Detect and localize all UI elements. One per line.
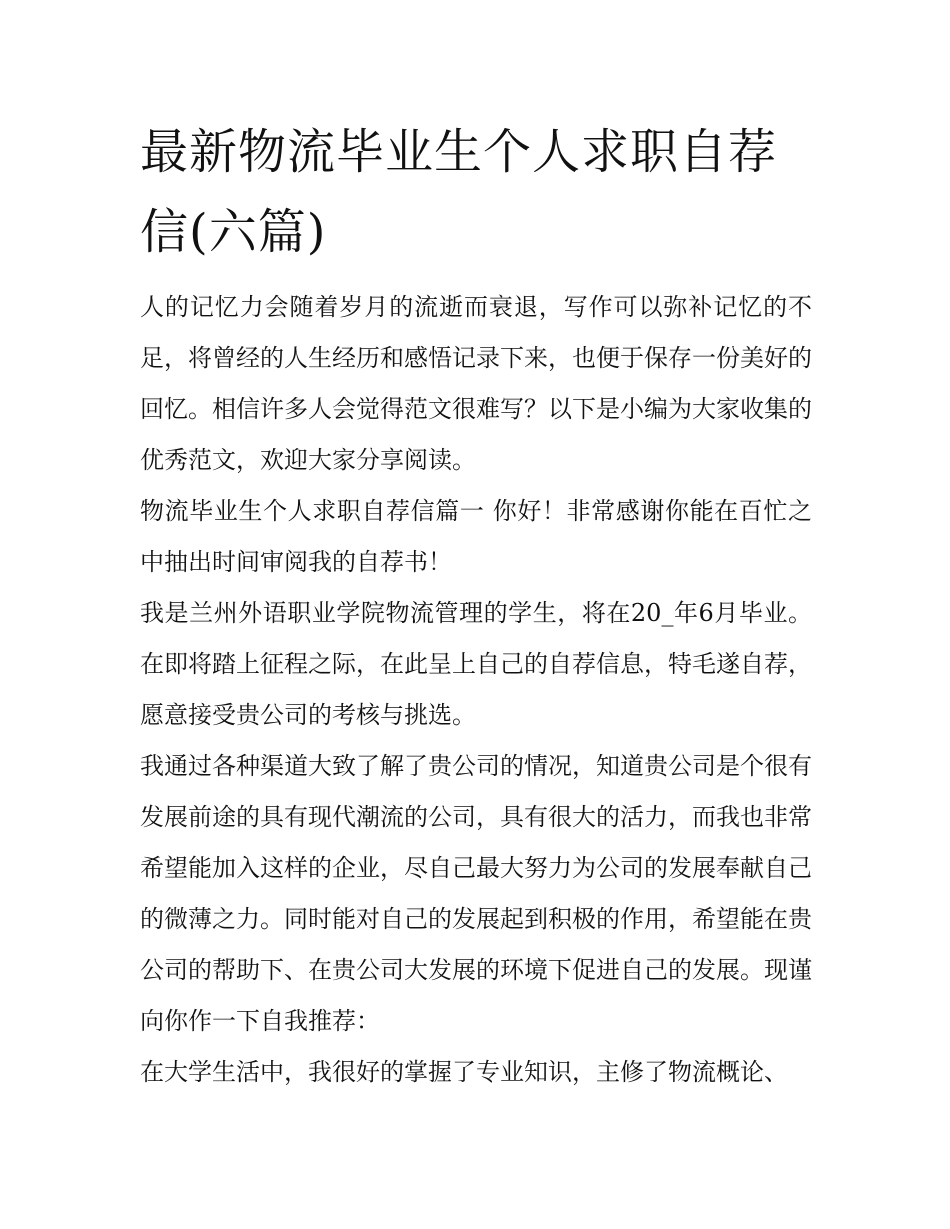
- self-introduction-paragraph: 我是兰州外语职业学院物流管理的学生，将在20_年6月毕业。在即将踏上征程之际，在此呈上自己的自荐信息，特毛遂自荐，愿意接受贵公司的考核与挑选。: [140, 599, 812, 729]
- document-content: [140, 112, 812, 1098]
- document-title: 最新物流毕业生个人求职自荐信(六篇): [140, 124, 778, 260]
- company-interest-paragraph: 我通过各种渠道大致了解了贵公司的情况，知道贵公司是个很有发展前途的具有现代潮流的公司，具有很大的活力，而我也非常希望能加入这样的企业，尽自己最大努力为公司的发展奉献自己的微薄之力。同时能对自己的发展起到积极的作用，希望能在贵公司的帮助下、在贵公司大发展的环境下促进自己的发展。现谨向你作一下自我推荐：: [140, 752, 812, 1035]
- intro-paragraph: 人的记忆力会随着岁月的流逝而衰退，写作可以弥补记忆的不足，将曾经的人生经历和感悟记录下来，也便于保存一份美好的回忆。相信许多人会觉得范文很难写？以下是小编为大家收集的优秀范文，欢迎大家分享阅读。: [140, 293, 812, 474]
- education-paragraph: 在大学生活中，我很好的掌握了专业知识，主修了物流概论、: [140, 1058, 788, 1086]
- greeting-paragraph: 物流毕业生个人求职自荐信篇一 你好！非常感谢你能在百忙之中抽出时间审阅我的自荐书！: [140, 497, 812, 576]
